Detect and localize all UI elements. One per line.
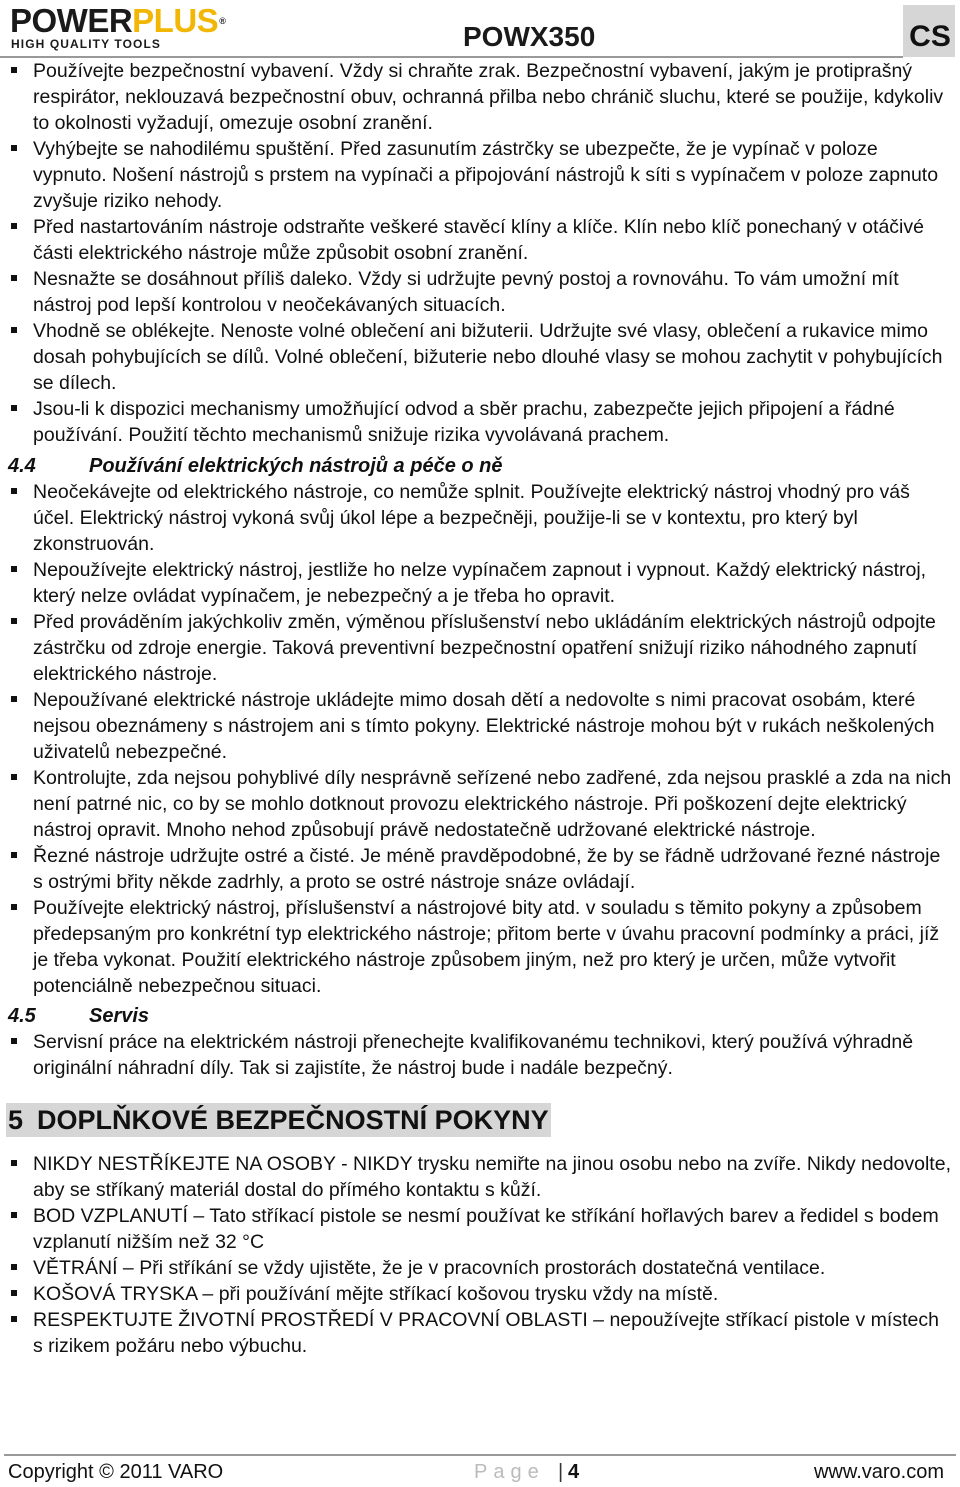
model-number: POWX350 [463, 21, 596, 52]
list-item-text: Servisní práce na elektrickém nástroji přenechejte kvalifikovanému technikovi, který používá výhradně originální náhradní díly. Tak si zajistíte, že nástroj bude i nadále bezpečný. [33, 1031, 914, 1079]
list-item-text: Vhodně se oblékejte. Nenoste volné oblečení ani bižuterii. Udržujte své vlasy, oblečení a rukavice mimo dosah pohybujících se dílů. Volné oblečení, bižuterie nebo dlouhé vlasy se mohou zachytit v pohybujících se dílech. [33, 320, 943, 394]
list-item-text: Používejte elektrický nástroj, příslušenství a nástrojové bity atd. v souladu s těmito pokyny a způsobem předepsaným pro konkrétní typ elektrického nástroje; přitom berte v úvahu pracovní podmínky a práci, jíž je třeba vykonat. Použití elektrického nástroje způsobem jiným, než pro který je určen, může vytvořit potenciálně nebezpečnou situaci. [33, 897, 940, 997]
logo-tagline: HIGH QUALITY TOOLS [11, 37, 162, 51]
brand-logo [10, 3, 285, 49]
list-item [0, 609, 954, 687]
list-item [0, 1029, 954, 1081]
list-item-text: Nepoužívané elektrické nástroje ukládejte mimo dosah dětí a nedovolte s nimi pracovat osobám, které nejsou obeznámeny s nástrojem ani s tímto pokyny. Elektrické nástroje mohou být v rukách neškolených uživatelů nebezpečné. [33, 689, 935, 763]
footer-divider [4, 1454, 956, 1456]
logo-power-text: POWER [10, 2, 133, 39]
list-item [0, 318, 954, 396]
list-item [0, 1151, 954, 1203]
section-5-list [0, 1151, 960, 1359]
list-item-text: Vyhýbejte se nahodilému spuštění. Před zasunutím zástrčky se ubezpečte, že je vypínač v poloze vypnuto. Nošení nástrojů s prstem na vypínači a připojování nástrojů k síti s vypínačem v poloze zapnuto zvyšuje riziko nehody. [33, 138, 939, 212]
list-item [0, 895, 954, 999]
list-item-text: Před prováděním jakýchkoliv změn, výměnou příslušenství nebo ukládáním elektrických nástrojů odpojte zástrčku od zdroje energie. Taková preventivní bezpečnostní opatření snižují riziko náhodného zapnutí elektrického nástroje. [33, 611, 936, 685]
list-item [0, 557, 954, 609]
list-item-text: Řezné nástroje udržujte ostré a čisté. Je méně pravděpodobné, že by se řádně udržované řezné nástroje s ostrými břity někde zadrhly, a proto se ostré nástroje snáze ovládají. [33, 845, 941, 893]
list-item [0, 1307, 954, 1359]
section-title: DOPLŇKOVÉ BEZPEČNOSTNÍ POKYNY [37, 1105, 549, 1135]
section-4-5-list [0, 1029, 960, 1081]
list-item [0, 266, 954, 318]
section-4-5-heading [0, 1003, 960, 1029]
list-item-text: NIKDY NESTŘÍKEJTE NA OSOBY - NIKDY trysku nemiřte na jinou osobu nebo na zvíře. Nikdy nedovolte, aby se stříkaný materiál dostal do přímého kontaktu s kůží. [33, 1153, 951, 1201]
list-item-text: Používejte bezpečnostní vybavení. Vždy si chraňte zrak. Bezpečnostní vybavení, jakým je protiprašný respirátor, neklouzavá bezpečnostní obuv, ochranná přilba nebo chránič sluchu, které se použije, kdykoliv to okolnosti vyžadují, omezuje osobní zranění. [33, 60, 944, 134]
page-separator: | [558, 1461, 564, 1483]
list-item [0, 1203, 954, 1255]
logo-plus-text: PLUS [132, 2, 219, 39]
list-item-text: Kontrolujte, zda nejsou pohyblivé díly nesprávně seřízené nebo zadřené, zda nejsou prasklé a zda na nich není patrné nic, co by se mohlo dotknout provozu elektrického nástroje. Při poškození dejte elektrický nástroj opravit. Mnoho nehod způsobují právě nedostatečně udržované elektrické nástroje. [33, 767, 952, 841]
page-footer [0, 1454, 960, 1487]
list-item [0, 396, 954, 448]
list-item [0, 214, 954, 266]
section-number: 5 [8, 1105, 24, 1135]
list-item-text: VĚTRÁNÍ – Při stříkání se vždy ujistěte, že je v pracovních prostorách dostatečná ventilace. [33, 1257, 826, 1279]
list-item-text: Jsou-li k dispozici mechanismy umožňující odvod a sběr prachu, zabezpečte jejich připojení a řádné používání. Použití těchto mechanismů snižuje rizika vyvolávaná prachem. [33, 398, 895, 446]
list-item-text: Nesnažte se dosáhnout příliš daleko. Vždy si udržujte pevný postoj a rovnováhu. To vám umožní mít nástroj pod lepší kontrolou v neočekávaných situacích. [33, 268, 899, 316]
copyright-notice: Copyright © 2011 VARO [8, 1461, 224, 1483]
language-badge: CS [909, 20, 951, 53]
list-item-text: Neočekávejte od elektrického nástroje, co nemůže splnit. Používejte elektrický nástroj vhodný pro váš účel. Elektrický nástroj vykoná svůj úkol lépe a bezpečněji, použije-li se v kontextu, pro který byl zkonstruován. [33, 481, 910, 555]
section-number: 4.5 [8, 1005, 36, 1027]
section-4-4-list [0, 479, 960, 999]
list-item [0, 58, 954, 136]
page-label: Page [474, 1461, 545, 1483]
list-item [0, 1255, 954, 1281]
list-item [0, 136, 954, 214]
section-5-heading [6, 1103, 551, 1137]
registered-mark: ® [219, 16, 226, 26]
list-item [0, 687, 954, 765]
list-item-text: Nepoužívejte elektrický nástroj, jestliže ho nelze vypínačem zapnout i vypnout. Každý elektrický nástroj, který nelze ovládat vypínačem, je nebezpečný a je třeba ho opravit. [33, 559, 927, 607]
section-4-4-heading [0, 453, 960, 479]
list-item-text: BOD VZPLANUTÍ – Tato stříkací pistole se nesmí používat ke stříkání hořlavých barev a ředidel s bodem vzplanutí nižším než 32 °C [33, 1205, 939, 1253]
list-item-text: RESPEKTUJTE ŽIVOTNÍ PROSTŘEDÍ V PRACOVNÍ OBLASTI – nepoužívejte stříkací pistole v místech s rizikem požáru nebo výbuchu. [33, 1309, 939, 1357]
list-item-text: Před nastartováním nástroje odstraňte veškeré stavěcí klíny a klíče. Klín nebo klíč ponechaný v otáčivé části elektrického nástroje může způsobit osobní zranění. [33, 216, 924, 264]
list-item [0, 843, 954, 895]
page-number: 4 [568, 1461, 580, 1483]
document-body [0, 58, 960, 1359]
list-item [0, 765, 954, 843]
list-item [0, 479, 954, 557]
website-url: www.varo.com [813, 1461, 944, 1483]
section-title: Servis [89, 1005, 150, 1027]
section-number: 4.4 [8, 455, 36, 477]
section-title: Používání elektrických nástrojů a péče o ně [89, 455, 503, 477]
logo-wordmark [10, 3, 225, 39]
list-item [0, 1281, 954, 1307]
top-bullet-list [0, 58, 960, 448]
page-header [0, 0, 960, 60]
list-item-text: KOŠOVÁ TRYSKA – při používání mějte stříkací košovou trysku vždy na místě. [33, 1283, 719, 1305]
